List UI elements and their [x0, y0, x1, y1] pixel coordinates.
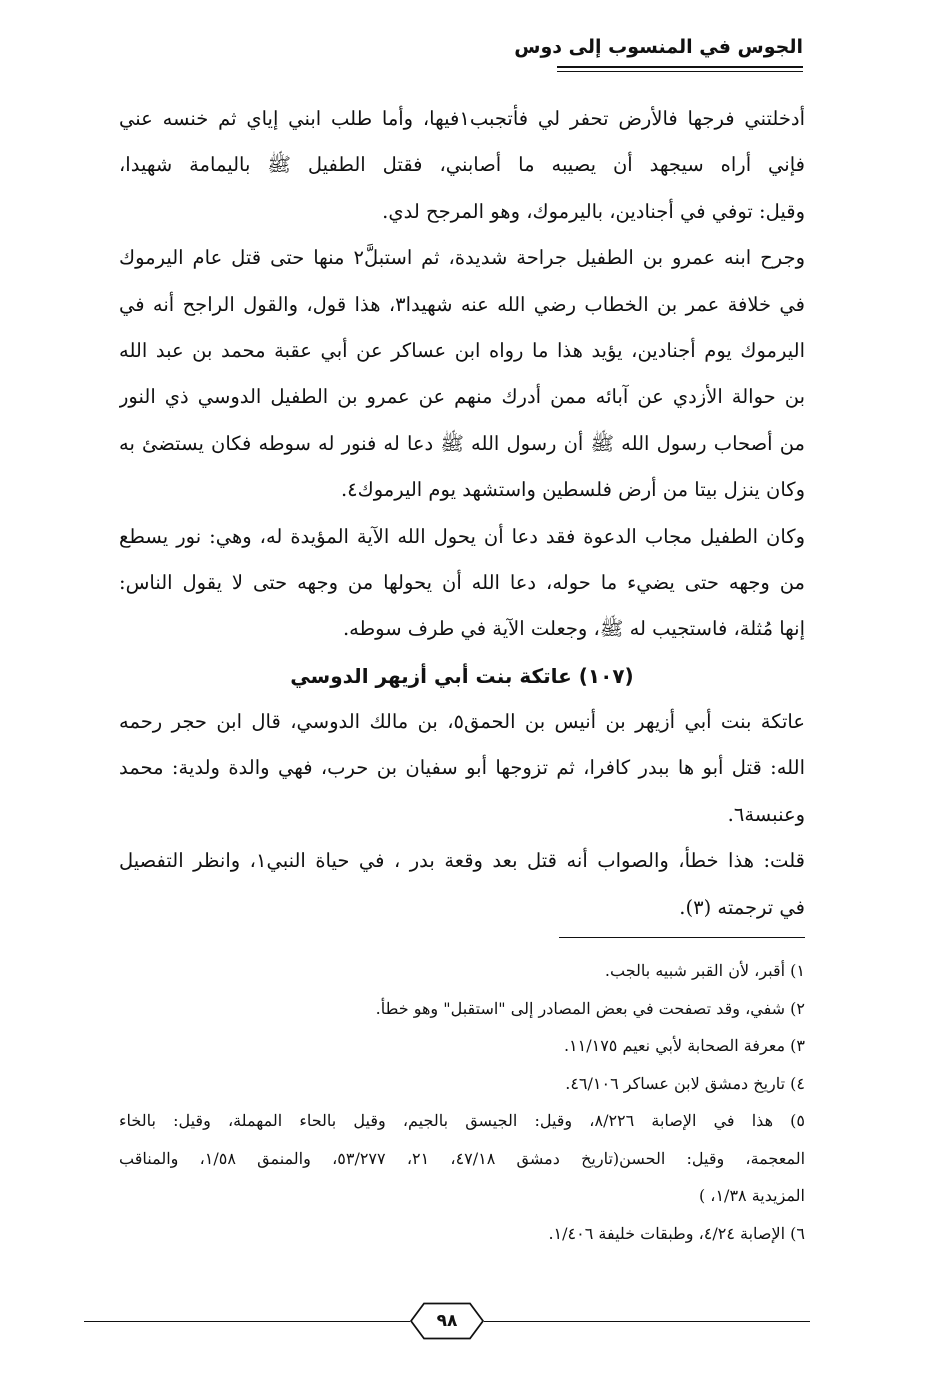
- footnote-line: المزيدية ١/٣٨، ): [698, 1186, 805, 1205]
- body-line: فإني أراه سيجهد أن يصيبه ما أصابني، فقتل الطفيل ﷺ باليمامة شهيدا،: [119, 153, 805, 177]
- body-line: وكان ينزل بيتا من أرض فلسطين واستشهد يوم اليرموك٤.: [340, 478, 805, 502]
- page-number-rule-right: [484, 1321, 810, 1322]
- body-line: من وجهه حتى يضيء ما حوله، دعا الله أن يحولها من وجهه حتى لا يقول الناس:: [119, 570, 805, 594]
- footnote-line: ٦) الإصابة ٤/٢٤، وطبقات خليفة ١/٤٠٦.: [548, 1223, 805, 1243]
- body-line: وعنبسة٦.: [727, 802, 805, 826]
- body-line: وجرح ابنه عمرو بن الطفيل جراحة شديدة، ثم استبلَّ٢ منها حتى قتل عام اليرموك: [119, 246, 805, 270]
- body-line: أدخلتني فرجها فالأرض تحفر لي فأتجبب١فيها، وأما طلب ابني إياي ثم خنسه عني: [119, 107, 805, 130]
- body-line: الله: قتل أبو ها ببدر كافرا، ثم تزوجها أبو سفيان بن حرب، فهي والدة ولدية: محمد: [119, 756, 805, 780]
- section-heading: (١٠٧) عاتكة بنت أبي أزيهر الدوسي: [290, 663, 634, 688]
- footnote-line: ٥) هذا في الإصابة ٨/٢٢٦، وقيل: الجيسق بالجيم، وقيل بالحاء المهملة، وقيل: بالخاء: [119, 1111, 805, 1130]
- page-number: ٩٨: [436, 1311, 458, 1331]
- body-line: بن حوالة الأزدي عن آبائه ممن أدرك منهم عن عمرو بن الطفيل الدوسي ذي النور: [119, 385, 805, 409]
- page-number-rule-left: [84, 1321, 410, 1322]
- running-header-title: الجوس في المنسوب إلى دوس: [514, 36, 803, 58]
- body-line: إنها مُثلة، فاستجيب له ﷺ، وجعلت الآية في طرف سوطه.: [342, 617, 805, 641]
- footnote-line: ٤) تاريخ دمشق لابن عساكر ٤٦/١٠٦.: [565, 1073, 805, 1093]
- footnote-line: ٢) شفي، وقد تصفحت في بعض المصادر إلى "استقبل" وهو خطأ.: [375, 998, 805, 1018]
- body-line: اليرموك يوم أجنادين، يؤيد هذا ما رواه ابن عساكر عن أبي عقبة محمد بن عبد الله: [119, 338, 805, 362]
- body-line: وكان الطفيل مجاب الدعوة فقد دعا أن يحول الله الآية المؤيدة له، وهي: نور يسطع: [119, 524, 805, 548]
- body-line: وقيل: توفي في أجنادين، باليرموك، وهو المرجح لدي.: [382, 199, 805, 223]
- header-rule: [557, 66, 803, 68]
- page-number-ornament: [84, 1302, 810, 1342]
- footnote-line: ١) أقبر، لأن القبر شبيه بالجب.: [604, 961, 805, 980]
- footnotes: [119, 952, 805, 1252]
- header-rule-thin: [557, 71, 803, 72]
- body-line: في خلافة عمر بن الخطاب رضي الله عنه شهيدا٣، هذا قول، والقول الراجح أنه في: [119, 292, 805, 316]
- footnote-line: ٣) معرفة الصحابة لأبي نعيم ١١/١٧٥.: [563, 1036, 805, 1055]
- footnote-separator: [559, 937, 805, 938]
- body-line: من أصحاب رسول الله ﷺ أن رسول الله ﷺ دعا له فنور له سوطه فكان يستضئ به: [119, 431, 805, 455]
- body-line: عاتكة بنت أبي أزيهر بن أنيس بن الحمق٥، بن مالك الدوسي، قال ابن حجر رحمه: [119, 710, 805, 734]
- page-number-box: [410, 1302, 484, 1340]
- body-line: في ترجمته (٣).: [679, 895, 805, 919]
- body-text: [119, 96, 805, 931]
- footnote-line: المعجمة، وقيل: الحسن(تاريخ دمشق ٤٧/١٨، ٢١، ٥٣/٢٧٧، والمنمق ١/٥٨، والمناقب: [119, 1148, 805, 1168]
- body-line: قلت: هذا خطأ، والصواب أنه قتل بعد وقعة بدر ، في حياة النبي١، وانظر التفصيل: [119, 849, 805, 873]
